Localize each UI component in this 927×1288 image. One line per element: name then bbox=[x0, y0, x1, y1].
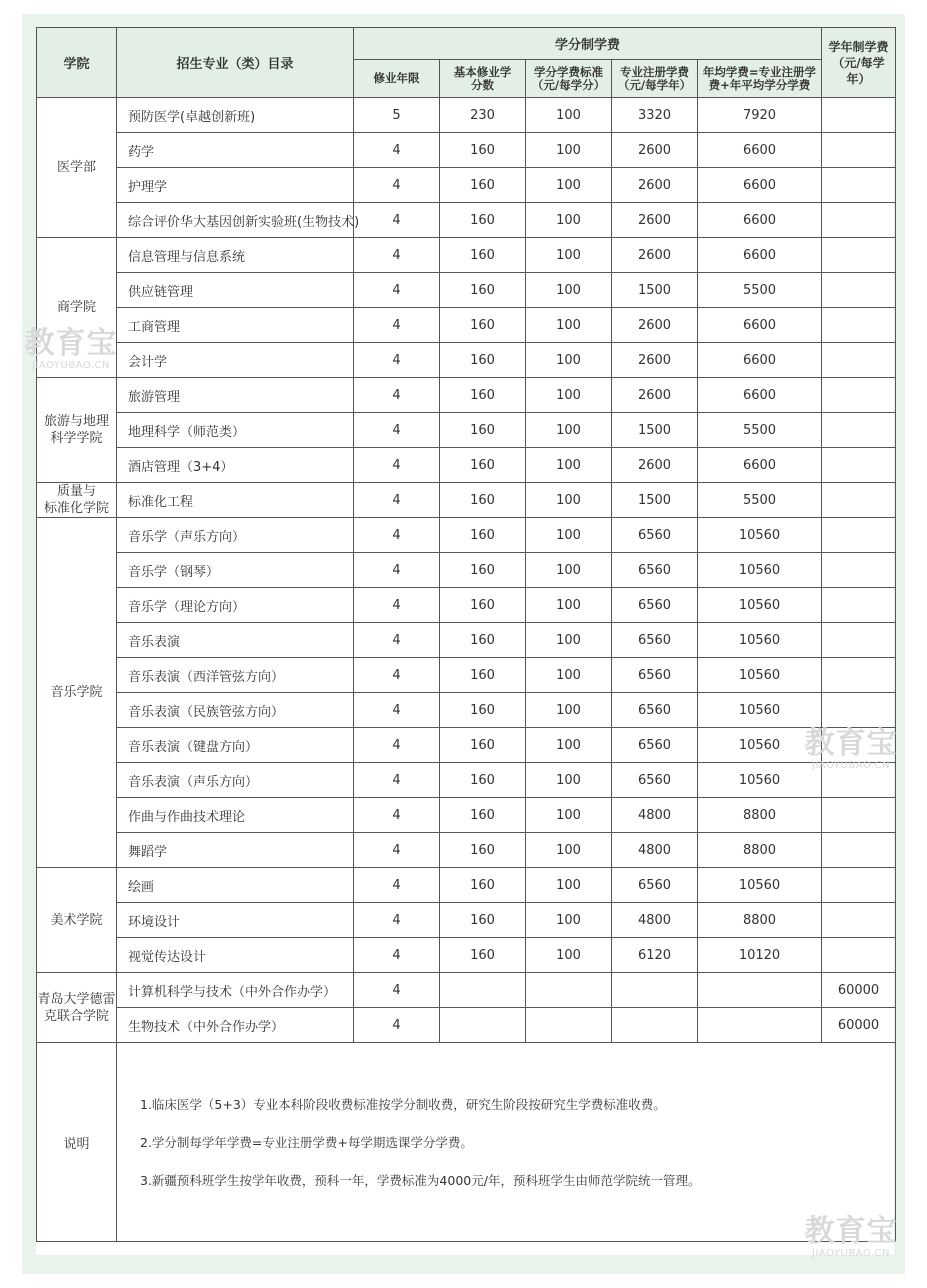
credit-fee-cell: 100 bbox=[526, 553, 612, 588]
credits-cell: 160 bbox=[440, 203, 526, 238]
annual-fee-cell: 8800 bbox=[698, 798, 822, 833]
note-item: 3.新疆预科班学生按学年收费，预科一年，学费标准为4000元/年，预科班学生由师范学院统一管理。 bbox=[140, 1172, 701, 1188]
reg-fee-cell bbox=[612, 1008, 698, 1043]
credits-cell: 160 bbox=[440, 308, 526, 343]
header-major: 招生专业（类）目录 bbox=[117, 28, 354, 98]
table-row bbox=[37, 728, 896, 763]
table-row bbox=[37, 658, 896, 693]
table-row bbox=[37, 273, 896, 308]
year-fee-cell bbox=[822, 168, 896, 203]
years-cell: 4 bbox=[354, 553, 440, 588]
year-fee-cell bbox=[822, 98, 896, 133]
table-row bbox=[37, 378, 896, 413]
credit-fee-cell: 100 bbox=[526, 903, 612, 938]
reg-fee-cell: 4800 bbox=[612, 798, 698, 833]
credits-cell: 160 bbox=[440, 693, 526, 728]
watermark-domain: JIAOYUBAO.CN bbox=[32, 360, 110, 371]
credit-fee-cell: 100 bbox=[526, 833, 612, 868]
annual-fee-cell: 6600 bbox=[698, 343, 822, 378]
credits-cell: 160 bbox=[440, 728, 526, 763]
notes-row bbox=[37, 1043, 896, 1242]
major-cell: 工商管理 bbox=[117, 308, 354, 343]
header-reg-fee: 专业注册学费（元/每学年） bbox=[612, 60, 698, 98]
major-cell: 预防医学(卓越创新班) bbox=[117, 98, 354, 133]
annual-fee-cell: 5500 bbox=[698, 413, 822, 448]
year-fee-cell bbox=[822, 203, 896, 238]
credit-fee-cell: 100 bbox=[526, 483, 612, 518]
table-row bbox=[37, 98, 896, 133]
credits-cell: 160 bbox=[440, 588, 526, 623]
credits-cell: 160 bbox=[440, 833, 526, 868]
table-row bbox=[37, 448, 896, 483]
credits-cell: 160 bbox=[440, 938, 526, 973]
years-cell: 4 bbox=[354, 798, 440, 833]
table-row bbox=[37, 623, 896, 658]
major-cell: 音乐表演（西洋管弦方向） bbox=[117, 658, 354, 693]
reg-fee-cell: 6560 bbox=[612, 518, 698, 553]
major-cell: 综合评价华大基因创新实验班(生物技术) bbox=[117, 203, 354, 238]
table-row bbox=[37, 413, 896, 448]
years-cell: 4 bbox=[354, 728, 440, 763]
credits-cell bbox=[440, 973, 526, 1008]
reg-fee-cell: 6560 bbox=[612, 693, 698, 728]
years-cell: 4 bbox=[354, 133, 440, 168]
college-cell: 旅游与地理 科学学院 bbox=[37, 378, 117, 483]
years-cell: 4 bbox=[354, 868, 440, 903]
annual-fee-cell: 10560 bbox=[698, 693, 822, 728]
header-years: 修业年限 bbox=[354, 60, 440, 98]
year-fee-cell bbox=[822, 693, 896, 728]
credits-cell: 160 bbox=[440, 763, 526, 798]
major-cell: 音乐表演 bbox=[117, 623, 354, 658]
major-cell: 舞蹈学 bbox=[117, 833, 354, 868]
watermark-text: 教育宝 bbox=[804, 726, 898, 761]
credits-cell bbox=[440, 1008, 526, 1043]
annual-fee-cell: 10560 bbox=[698, 623, 822, 658]
major-cell: 地理科学（师范类） bbox=[117, 413, 354, 448]
watermark-domain: JIAOYUBAO.CN bbox=[812, 760, 890, 771]
credit-fee-cell: 100 bbox=[526, 938, 612, 973]
credit-fee-cell: 100 bbox=[526, 693, 612, 728]
years-cell: 4 bbox=[354, 973, 440, 1008]
years-cell: 4 bbox=[354, 238, 440, 273]
reg-fee-cell: 2600 bbox=[612, 448, 698, 483]
credits-cell: 160 bbox=[440, 553, 526, 588]
credit-fee-cell: 100 bbox=[526, 588, 612, 623]
years-cell: 4 bbox=[354, 658, 440, 693]
credit-fee-cell: 100 bbox=[526, 308, 612, 343]
major-cell: 音乐表演（声乐方向） bbox=[117, 763, 354, 798]
reg-fee-cell: 2600 bbox=[612, 133, 698, 168]
annual-fee-cell: 10560 bbox=[698, 763, 822, 798]
college-cell: 质量与 标准化学院 bbox=[37, 483, 117, 518]
year-fee-cell bbox=[822, 308, 896, 343]
year-fee-cell bbox=[822, 763, 896, 798]
annual-fee-cell: 6600 bbox=[698, 168, 822, 203]
credits-cell: 160 bbox=[440, 413, 526, 448]
credits-cell: 160 bbox=[440, 658, 526, 693]
table-row bbox=[37, 238, 896, 273]
major-cell: 计算机科学与技术（中外合作办学） bbox=[117, 973, 354, 1008]
reg-fee-cell: 1500 bbox=[612, 413, 698, 448]
reg-fee-cell: 6560 bbox=[612, 728, 698, 763]
years-cell: 4 bbox=[354, 343, 440, 378]
annual-fee-cell: 8800 bbox=[698, 833, 822, 868]
header-college: 学院 bbox=[37, 28, 117, 98]
major-cell: 标准化工程 bbox=[117, 483, 354, 518]
year-fee-cell bbox=[822, 518, 896, 553]
major-cell: 音乐学（声乐方向） bbox=[117, 518, 354, 553]
reg-fee-cell: 4800 bbox=[612, 833, 698, 868]
header-credits: 基本修业学分数 bbox=[440, 60, 526, 98]
note-item: 1.临床医学（5+3）专业本科阶段收费标准按学分制收费，研究生阶段按研究生学费标准收费。 bbox=[140, 1096, 666, 1112]
year-fee-cell bbox=[822, 553, 896, 588]
years-cell: 4 bbox=[354, 588, 440, 623]
year-fee-cell bbox=[822, 273, 896, 308]
credit-fee-cell: 100 bbox=[526, 98, 612, 133]
year-fee-cell bbox=[822, 938, 896, 973]
annual-fee-cell: 6600 bbox=[698, 448, 822, 483]
credit-fee-cell: 100 bbox=[526, 868, 612, 903]
credit-fee-cell: 100 bbox=[526, 378, 612, 413]
table-header bbox=[37, 28, 896, 98]
reg-fee-cell: 2600 bbox=[612, 343, 698, 378]
major-cell: 音乐学（理论方向） bbox=[117, 588, 354, 623]
note-item: 2.学分制每学年学费=专业注册学费+每学期选课学分学费。 bbox=[140, 1134, 473, 1150]
credit-fee-cell: 100 bbox=[526, 238, 612, 273]
table-row bbox=[37, 868, 896, 903]
year-fee-cell bbox=[822, 343, 896, 378]
major-cell: 音乐学（钢琴） bbox=[117, 553, 354, 588]
major-cell: 环境设计 bbox=[117, 903, 354, 938]
credits-cell: 160 bbox=[440, 483, 526, 518]
years-cell: 4 bbox=[354, 938, 440, 973]
major-cell: 作曲与作曲技术理论 bbox=[117, 798, 354, 833]
reg-fee-cell bbox=[612, 973, 698, 1008]
reg-fee-cell: 6560 bbox=[612, 553, 698, 588]
annual-fee-cell: 10120 bbox=[698, 938, 822, 973]
major-cell: 视觉传达设计 bbox=[117, 938, 354, 973]
year-fee-cell bbox=[822, 588, 896, 623]
major-cell: 信息管理与信息系统 bbox=[117, 238, 354, 273]
table-row bbox=[37, 903, 896, 938]
credits-cell: 160 bbox=[440, 273, 526, 308]
credits-cell: 160 bbox=[440, 623, 526, 658]
credit-fee-cell: 100 bbox=[526, 763, 612, 798]
reg-fee-cell: 2600 bbox=[612, 238, 698, 273]
reg-fee-cell: 6560 bbox=[612, 588, 698, 623]
years-cell: 4 bbox=[354, 483, 440, 518]
reg-fee-cell: 4800 bbox=[612, 903, 698, 938]
years-cell: 4 bbox=[354, 378, 440, 413]
header-credit-system: 学分制学费 bbox=[354, 28, 822, 60]
table-body bbox=[37, 98, 896, 1242]
notes-cell bbox=[117, 1043, 896, 1242]
annual-fee-cell: 8800 bbox=[698, 903, 822, 938]
table-row bbox=[37, 833, 896, 868]
reg-fee-cell: 2600 bbox=[612, 168, 698, 203]
table-row bbox=[37, 133, 896, 168]
annual-fee-cell: 5500 bbox=[698, 273, 822, 308]
year-fee-cell bbox=[822, 413, 896, 448]
credit-fee-cell: 100 bbox=[526, 413, 612, 448]
years-cell: 4 bbox=[354, 903, 440, 938]
credits-cell: 160 bbox=[440, 378, 526, 413]
year-fee-cell bbox=[822, 483, 896, 518]
notes-label: 说明 bbox=[37, 1043, 117, 1242]
annual-fee-cell: 10560 bbox=[698, 518, 822, 553]
reg-fee-cell: 6560 bbox=[612, 623, 698, 658]
table-row bbox=[37, 588, 896, 623]
credit-fee-cell bbox=[526, 973, 612, 1008]
year-fee-cell bbox=[822, 623, 896, 658]
header-annual-fee: 年均学费=专业注册学费+年平均学分学费 bbox=[698, 60, 822, 98]
table-row bbox=[37, 308, 896, 343]
credit-fee-cell: 100 bbox=[526, 133, 612, 168]
annual-fee-cell: 6600 bbox=[698, 238, 822, 273]
reg-fee-cell: 6560 bbox=[612, 868, 698, 903]
table-row bbox=[37, 693, 896, 728]
annual-fee-cell: 7920 bbox=[698, 98, 822, 133]
year-fee-cell bbox=[822, 728, 896, 763]
year-fee-cell: 60000 bbox=[822, 1008, 896, 1043]
year-fee-cell bbox=[822, 798, 896, 833]
annual-fee-cell: 6600 bbox=[698, 308, 822, 343]
reg-fee-cell: 3320 bbox=[612, 98, 698, 133]
annual-fee-cell: 10560 bbox=[698, 728, 822, 763]
header-year-system: 学年制学费（元/每学年） bbox=[822, 28, 896, 98]
credits-cell: 160 bbox=[440, 868, 526, 903]
credits-cell: 160 bbox=[440, 168, 526, 203]
years-cell: 4 bbox=[354, 1008, 440, 1043]
years-cell: 4 bbox=[354, 168, 440, 203]
watermark-text: 教育宝 bbox=[804, 1214, 898, 1249]
annual-fee-cell bbox=[698, 973, 822, 1008]
watermark-domain: JIAOYUBAO.CN bbox=[812, 1248, 890, 1259]
major-cell: 生物技术（中外合作办学） bbox=[117, 1008, 354, 1043]
major-cell: 绘画 bbox=[117, 868, 354, 903]
reg-fee-cell: 1500 bbox=[612, 483, 698, 518]
year-fee-cell bbox=[822, 238, 896, 273]
years-cell: 4 bbox=[354, 448, 440, 483]
reg-fee-cell: 6120 bbox=[612, 938, 698, 973]
year-fee-cell bbox=[822, 658, 896, 693]
annual-fee-cell: 10560 bbox=[698, 553, 822, 588]
major-cell: 药学 bbox=[117, 133, 354, 168]
credits-cell: 160 bbox=[440, 518, 526, 553]
years-cell: 4 bbox=[354, 518, 440, 553]
table-row bbox=[37, 973, 896, 1008]
table-row bbox=[37, 203, 896, 238]
college-cell: 音乐学院 bbox=[37, 518, 117, 868]
credits-cell: 160 bbox=[440, 448, 526, 483]
annual-fee-cell: 6600 bbox=[698, 133, 822, 168]
reg-fee-cell: 2600 bbox=[612, 378, 698, 413]
credits-cell: 160 bbox=[440, 343, 526, 378]
table-row bbox=[37, 798, 896, 833]
tuition-fee-table bbox=[36, 27, 896, 1242]
major-cell: 供应链管理 bbox=[117, 273, 354, 308]
reg-fee-cell: 2600 bbox=[612, 308, 698, 343]
years-cell: 4 bbox=[354, 413, 440, 448]
table-row bbox=[37, 553, 896, 588]
college-cell: 医学部 bbox=[37, 98, 117, 238]
table-row bbox=[37, 518, 896, 553]
credits-cell: 160 bbox=[440, 133, 526, 168]
reg-fee-cell: 6560 bbox=[612, 658, 698, 693]
table-row bbox=[37, 168, 896, 203]
credit-fee-cell: 100 bbox=[526, 798, 612, 833]
major-cell: 音乐表演（键盘方向） bbox=[117, 728, 354, 763]
annual-fee-cell: 6600 bbox=[698, 203, 822, 238]
year-fee-cell bbox=[822, 833, 896, 868]
annual-fee-cell bbox=[698, 1008, 822, 1043]
credits-cell: 160 bbox=[440, 903, 526, 938]
annual-fee-cell: 10560 bbox=[698, 868, 822, 903]
college-cell: 美术学院 bbox=[37, 868, 117, 973]
credits-cell: 160 bbox=[440, 238, 526, 273]
year-fee-cell bbox=[822, 868, 896, 903]
annual-fee-cell: 10560 bbox=[698, 588, 822, 623]
years-cell: 4 bbox=[354, 763, 440, 798]
table-row bbox=[37, 763, 896, 798]
credits-cell: 160 bbox=[440, 798, 526, 833]
table-row bbox=[37, 343, 896, 378]
watermark-text: 教育宝 bbox=[24, 326, 118, 361]
credit-fee-cell: 100 bbox=[526, 518, 612, 553]
major-cell: 旅游管理 bbox=[117, 378, 354, 413]
credit-fee-cell: 100 bbox=[526, 168, 612, 203]
table-row bbox=[37, 483, 896, 518]
major-cell: 会计学 bbox=[117, 343, 354, 378]
reg-fee-cell: 1500 bbox=[612, 273, 698, 308]
years-cell: 5 bbox=[354, 98, 440, 133]
year-fee-cell: 60000 bbox=[822, 973, 896, 1008]
college-cell: 商学院 bbox=[37, 238, 117, 378]
year-fee-cell bbox=[822, 448, 896, 483]
table-row bbox=[37, 938, 896, 973]
year-fee-cell bbox=[822, 133, 896, 168]
credit-fee-cell bbox=[526, 1008, 612, 1043]
header-credit-fee: 学分学费标准（元/每学分） bbox=[526, 60, 612, 98]
credit-fee-cell: 100 bbox=[526, 728, 612, 763]
years-cell: 4 bbox=[354, 623, 440, 658]
years-cell: 4 bbox=[354, 203, 440, 238]
major-cell: 音乐表演（民族管弦方向） bbox=[117, 693, 354, 728]
annual-fee-cell: 6600 bbox=[698, 378, 822, 413]
credit-fee-cell: 100 bbox=[526, 623, 612, 658]
credit-fee-cell: 100 bbox=[526, 273, 612, 308]
major-cell: 护理学 bbox=[117, 168, 354, 203]
years-cell: 4 bbox=[354, 308, 440, 343]
credit-fee-cell: 100 bbox=[526, 448, 612, 483]
college-cell: 青岛大学德雷 克联合学院 bbox=[37, 973, 117, 1043]
years-cell: 4 bbox=[354, 693, 440, 728]
annual-fee-cell: 10560 bbox=[698, 658, 822, 693]
credit-fee-cell: 100 bbox=[526, 203, 612, 238]
credits-cell: 230 bbox=[440, 98, 526, 133]
years-cell: 4 bbox=[354, 833, 440, 868]
reg-fee-cell: 6560 bbox=[612, 763, 698, 798]
reg-fee-cell: 2600 bbox=[612, 203, 698, 238]
credit-fee-cell: 100 bbox=[526, 343, 612, 378]
major-cell: 酒店管理（3+4） bbox=[117, 448, 354, 483]
years-cell: 4 bbox=[354, 273, 440, 308]
credit-fee-cell: 100 bbox=[526, 658, 612, 693]
year-fee-cell bbox=[822, 378, 896, 413]
table-row bbox=[37, 1008, 896, 1043]
year-fee-cell bbox=[822, 903, 896, 938]
annual-fee-cell: 5500 bbox=[698, 483, 822, 518]
